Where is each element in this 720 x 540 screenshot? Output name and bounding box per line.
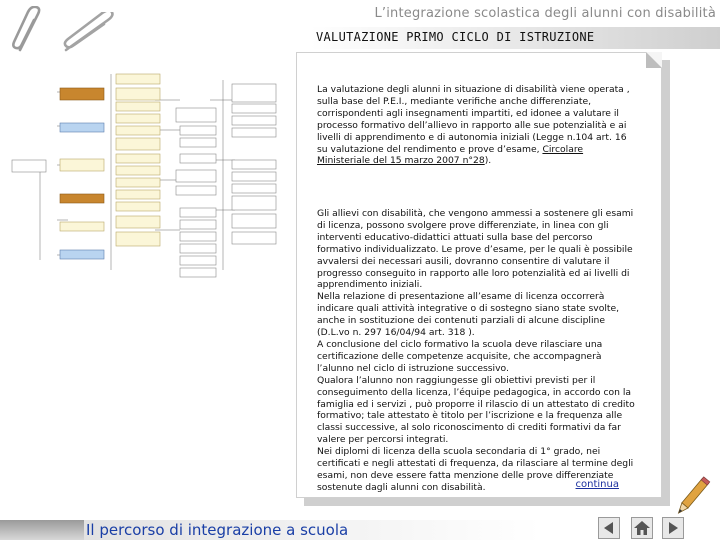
home-button[interactable] [631, 517, 653, 539]
concept-map-node [180, 244, 216, 253]
concept-map-node [232, 104, 276, 113]
concept-map-node [232, 196, 276, 210]
concept-map-node [60, 88, 104, 100]
paragraph-line: Qualora l’alunno non raggiungesse gli obiettivi previsti per il conseguimento della licenza, l’équipe pedagogica, in accordo con la famiglia ed i servizi , può proporre il rilascio di un attestato di credito formativo; tale attestato è titolo per l’iscrizione e la frequenza alle classi successive, al solo riconoscimento di crediti formativi da far valere per percorsi integrati. [317, 374, 635, 446]
concept-map-node [180, 220, 216, 229]
circolare-ministeriale-link[interactable]: Circolare Ministeriale del 15 marzo 2007 n°28 [317, 143, 584, 167]
concept-map-node [60, 194, 104, 203]
concept-map-node [116, 102, 160, 111]
paragraph-intro: La valutazione degli alunni in situazione di disabilità viene operata , sulla base del P.E.I., mediante verifiche anche differenziate, corrispondenti agli insegnamenti impartiti, ed idonee a valutare il processo formativo dell’allievo in rapporto alle sue potenzialità e ai livelli di apprendimento e di autonomia iniziali (Legge n.104 art. 16 su valutazione del rendimento e prove d’esame, Circolare Ministeriale del 15 marzo 2007 n°28). [317, 84, 630, 167]
concept-map-node [116, 74, 160, 84]
continue-link[interactable]: continua [575, 479, 619, 490]
concept-map-node [116, 190, 160, 199]
concept-map-node [180, 268, 216, 277]
page-header-title: L’integrazione scolastica degli alunni con disabilità [374, 6, 716, 21]
concept-map-node [180, 154, 216, 163]
concept-map-node [60, 250, 104, 259]
concept-map-node [116, 114, 160, 123]
concept-map-node [180, 126, 216, 135]
forward-button[interactable] [662, 517, 684, 539]
concept-map-node [12, 160, 46, 172]
concept-map-node [116, 202, 160, 211]
concept-map-node [232, 116, 276, 125]
concept-map-node [176, 186, 216, 195]
concept-map-node [232, 172, 276, 181]
concept-map-node [116, 232, 160, 246]
concept-map-node [176, 170, 216, 182]
footer-section-title: Il percorso di integrazione a scuola [86, 521, 349, 539]
concept-map-node [116, 178, 160, 187]
page-corner-fold [646, 52, 662, 68]
concept-map-node [116, 154, 160, 163]
section-title: VALUTAZIONE PRIMO CICLO DI ISTRUZIONE [316, 30, 595, 44]
concept-map-node [116, 166, 160, 175]
paragraph-line: Gli allievi con disabilità, che vengono ammessi a sostenere gli esami di licenza, possono svolgere prove differenziate, in linea con gli interventi educativo-didattici attuati sulla base del percorso formativo individualizzato. Le prove d’esame, per le quali è possibile avvalersi dei necessari ausili, dovranno consentire di valutare il progresso conseguito in rapporto alle loro potenzialità ed ai livelli di apprendimento iniziali. [317, 208, 634, 291]
concept-map-node [180, 232, 216, 241]
concept-map-node [180, 208, 216, 217]
concept-map-node [232, 214, 276, 228]
concept-map-node [116, 216, 160, 228]
concept-map-node [232, 128, 276, 137]
section-title-bar [310, 27, 720, 49]
footer-left-block [0, 520, 84, 540]
paragraph-exams [317, 208, 635, 494]
concept-map-node [232, 232, 276, 244]
concept-map-node [116, 138, 160, 150]
concept-map-node [60, 123, 104, 132]
paragraph-line: A conclusione del ciclo formativo la scuola deve rilasciare una certificazione delle competenze acquisite, che accompagnerà l’alunno nel ciclo di istruzione successivo. [317, 338, 603, 374]
concept-map-node [116, 126, 160, 135]
concept-map-node [60, 159, 104, 171]
pencil-icon [672, 474, 712, 520]
concept-map-node [180, 256, 216, 265]
concept-map-thumbnail [10, 70, 302, 280]
paragraph-line: Nei diplomi di licenza della scuola secondaria di 1° grado, nei certificati e negli attestati di frequenza, da rilasciare al termine degli esami, non deve essere fatta menzione delle prove differenziate sostenute dagli alunni con disabilità. [317, 446, 634, 493]
back-button[interactable] [598, 517, 620, 539]
concept-map-node [232, 184, 276, 193]
concept-map-node [232, 160, 276, 169]
concept-map-node [176, 108, 216, 122]
concept-map-node [232, 84, 276, 102]
concept-map-node [60, 222, 104, 231]
concept-map-node [180, 138, 216, 147]
concept-map-node [116, 88, 160, 100]
text-panel [296, 52, 662, 498]
paperclip-icon [8, 6, 48, 56]
paperclip-icon [60, 12, 120, 56]
paragraph-line: Nella relazione di presentazione all’esame di licenza occorrerà indicare quali attività integrative o di sostegno siano state svolte, anche in sostituzione dei contenuti parziali di alcune discipline (D.L.vo n. 297 16/04/94 art. 318 ). [317, 291, 620, 339]
